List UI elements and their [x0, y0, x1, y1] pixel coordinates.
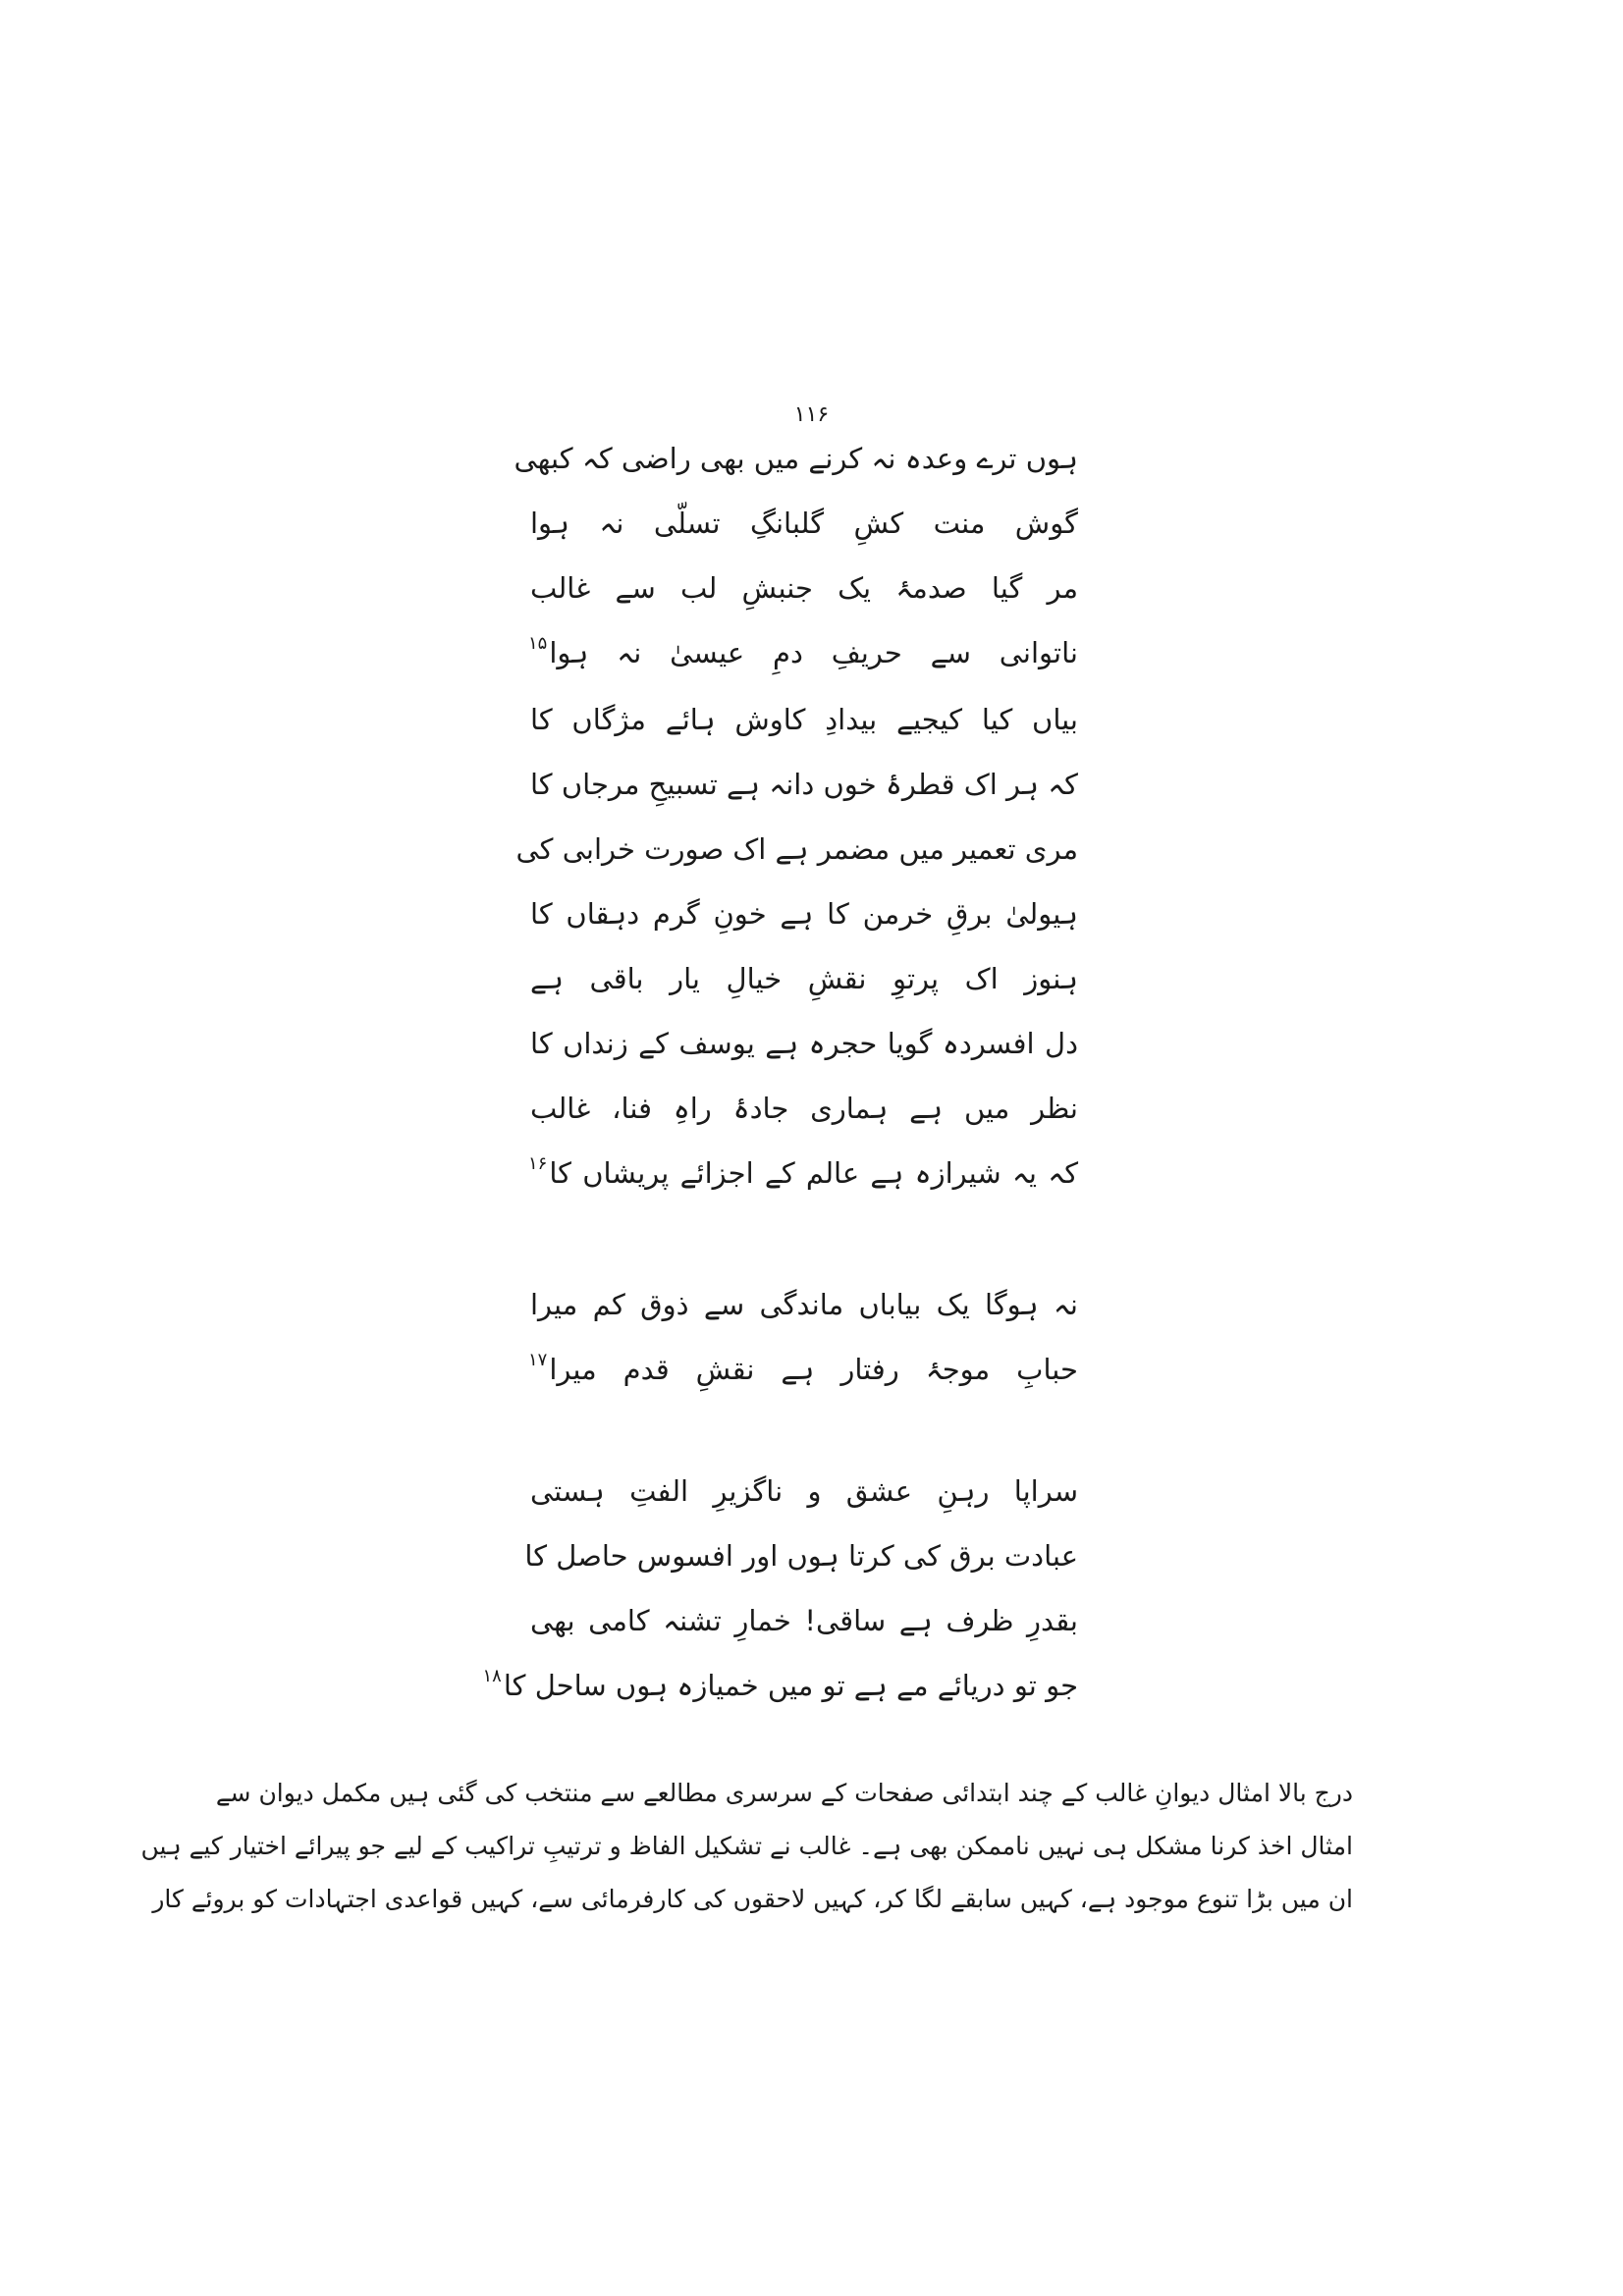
- footnote-marker: ۱۸: [482, 1666, 502, 1686]
- verse-line: [528, 752, 1078, 817]
- verse-block-2: [515, 687, 1078, 1205]
- verse-block-4: [482, 1459, 1078, 1718]
- verse-line: [528, 1011, 1078, 1076]
- verse-text: نظر میں ہے ہماری جادۂ راہِ فنا، غالب: [530, 1092, 1078, 1125]
- page-number: ۱۱۶: [793, 402, 830, 427]
- verse-text: بیاں کیا کیجیے بیدادِ کاوش ہائے مژگاں کا: [530, 703, 1078, 736]
- verse-line: [528, 1337, 1078, 1402]
- verse-text: ہنوز اک پرتوِ نقشِ خیالِ یار باقی ہے: [530, 962, 1078, 995]
- verse-line: [528, 1588, 1078, 1653]
- footnote-marker: ۱۷: [528, 1350, 548, 1370]
- verse-line: [528, 1459, 1078, 1523]
- verse-text: ہیولیٰ برقِ خرمن کا ہے خونِ گرم دہقاں کا: [530, 897, 1078, 931]
- verse-line: [528, 687, 1078, 752]
- verse-text: ناتوانی سے حریفِ دمِ عیسیٰ نہ ہوا: [549, 636, 1078, 669]
- verse-text: کہ یہ شیرازہ ہے عالم کے اجزائے پریشاں کا: [549, 1156, 1078, 1190]
- verse-block-1: [514, 426, 1078, 685]
- verse-text: حبابِ موجۂ رفتار ہے نقشِ قدم میرا: [549, 1353, 1078, 1386]
- verse-text: نہ ہوگا یک بیاباں ماندگی سے ذوق کم میرا: [530, 1288, 1078, 1321]
- verse-line: [514, 426, 1078, 491]
- verse-line: [528, 1272, 1078, 1337]
- verse-text: بقدرِ ظرف ہے ساقی! خمارِ تشنہ کامی بھی: [530, 1604, 1078, 1637]
- verse-text: سراپا رہنِ عشق و ناگزیرِ الفتِ ہستی: [530, 1474, 1078, 1508]
- footnote-marker: ۱۵: [528, 633, 548, 654]
- verse-line: [528, 881, 1078, 946]
- prose-paragraph: [140, 1767, 1353, 1926]
- verse-line: [528, 1076, 1078, 1141]
- verse-text: ہوں ترے وعدہ نہ کرنے میں بھی راضی کہ کبھی: [514, 442, 1078, 475]
- prose-line: ان میں بڑا تنوع موجود ہے، کہیں سابقے لگا کر، کہیں لاحقوں کی کارفرمائی سے، کہیں قواعدی اجتہادات کو بروئے کار: [152, 1885, 1353, 1913]
- verse-text: کہ ہر اک قطرۂ خوں دانہ ہے تسبیحِ مرجاں کا: [529, 768, 1078, 801]
- verse-text: مری تعمیر میں مضمر ہے اک صورت خرابی کی: [515, 832, 1078, 866]
- prose-line: درج بالا امثال دیوانِ غالب کے چند ابتدائی صفحات کے سرسری مطالعے سے منتخب کی گئی ہیں مکمل دیوان سے: [215, 1779, 1353, 1807]
- verse-text: گوش منت کشِ گلبانگِ تسلّی نہ ہوا: [530, 507, 1078, 540]
- verse-text: جو تو دریائے مے ہے تو میں خمیازہ ہوں ساحل کا: [503, 1669, 1078, 1702]
- verse-line: [528, 491, 1078, 556]
- verse-text: دل افسردہ گویا حجرہ ہے یوسف کے زنداں کا: [530, 1027, 1078, 1060]
- verse-line: [528, 556, 1078, 620]
- verse-line: [528, 620, 1078, 685]
- verse-block-3: [528, 1272, 1078, 1402]
- footnote-marker: ۱۶: [528, 1153, 548, 1174]
- verse-text: عبادت برق کی کرتا ہوں اور افسوس حاصل کا: [524, 1539, 1078, 1573]
- verse-text: مر گیا صدمۂ یک جنبشِ لب سے غالب: [530, 571, 1078, 605]
- verse-line: [524, 1523, 1078, 1588]
- verse-line: [515, 817, 1078, 881]
- prose-line: امثال اخذ کرنا مشکل ہی نہیں ناممکن بھی ہے۔ غالب نے تشکیل الفاظ و ترتیبِ تراکیب کے لیے جو پیرائے اختیار کیے ہیں: [140, 1832, 1353, 1860]
- verse-line: [528, 1141, 1078, 1205]
- verse-line: [482, 1653, 1078, 1718]
- verse-line: [528, 946, 1078, 1011]
